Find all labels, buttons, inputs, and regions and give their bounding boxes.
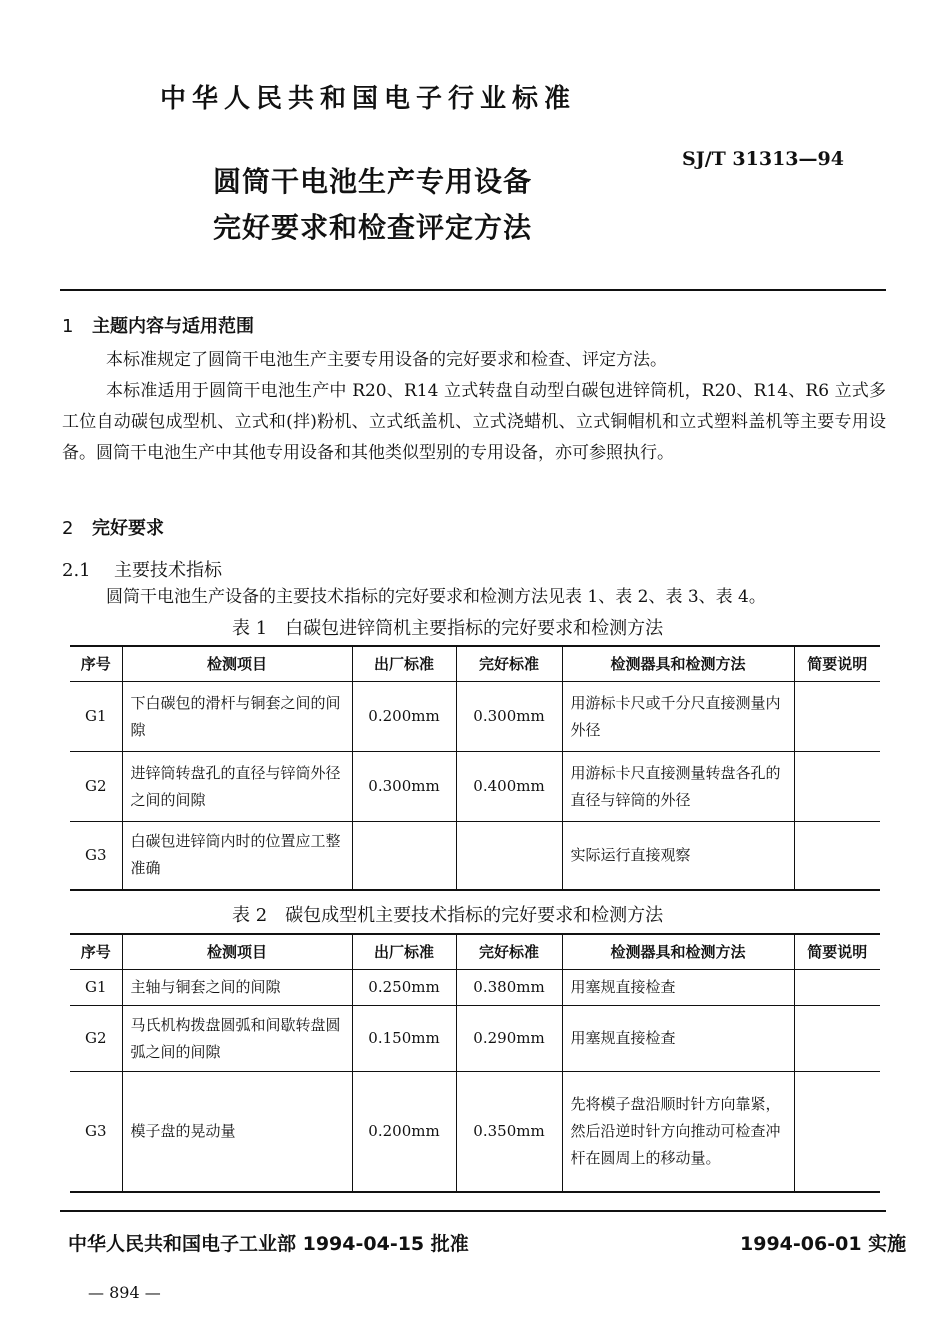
table-2-header-cell: 检测器具和检测方法 <box>562 934 794 970</box>
table-1-header-cell: 出厂标准 <box>352 646 456 682</box>
document-title-line2: 完好要求和检查评定方法 <box>213 211 533 244</box>
brief-note <box>794 1006 880 1072</box>
standard-number: SJ/T 31313—94 <box>682 148 844 170</box>
table-2-header-cell: 检测项目 <box>122 934 352 970</box>
section-2-1-paragraph: 圆筒干电池生产设备的主要技术指标的完好要求和检测方法见表 1、表 2、表 3、表 4。 <box>106 587 766 607</box>
section-2-title: 完好要求 <box>92 518 164 539</box>
table-row <box>70 682 880 752</box>
factory-standard: 0.300mm <box>352 752 456 822</box>
table-2-header-cell: 完好标准 <box>456 934 562 970</box>
table-2-caption: 表 2 碳包成型机主要技术指标的完好要求和检测方法 <box>232 905 664 926</box>
row-number: G3 <box>70 1072 122 1192</box>
page-number: — 894 — <box>88 1283 161 1302</box>
inspection-item: 主轴与铜套之间的间隙 <box>122 970 352 1006</box>
table-2-header-cell: 序号 <box>70 934 122 970</box>
approval-info: 中华人民共和国电子工业部 1994-04-15 批准 <box>68 1233 469 1255</box>
good-standard: 0.290mm <box>456 1006 562 1072</box>
good-standard: 0.350mm <box>456 1072 562 1192</box>
inspection-method: 用游标卡尺直接测量转盘各孔的直径与锌筒的外径 <box>562 752 794 822</box>
brief-note <box>794 682 880 752</box>
brief-note <box>794 1072 880 1192</box>
factory-standard <box>352 822 456 890</box>
brief-note <box>794 822 880 890</box>
section-2-heading <box>62 514 164 540</box>
row-number: G3 <box>70 822 122 890</box>
table-1-caption: 表 1 白碳包进锌筒机主要指标的完好要求和检测方法 <box>232 618 664 639</box>
table-2-header-cell: 简要说明 <box>794 934 880 970</box>
footer-divider <box>60 1210 886 1212</box>
section-2-1-number: 2.1 <box>62 560 91 581</box>
header-divider <box>60 289 886 291</box>
standard-category-heading: 中华人民共和国电子行业标准 <box>160 84 577 114</box>
table-2 <box>70 933 880 1193</box>
section-1-number: 1 <box>62 316 74 337</box>
good-standard: 0.400mm <box>456 752 562 822</box>
good-standard: 0.300mm <box>456 682 562 752</box>
section-2-1-title: 主要技术指标 <box>114 560 222 581</box>
row-number: G1 <box>70 970 122 1006</box>
good-standard <box>456 822 562 890</box>
table-row <box>70 752 880 822</box>
row-number: G2 <box>70 752 122 822</box>
table-1-header-cell: 检测项目 <box>122 646 352 682</box>
row-number: G1 <box>70 682 122 752</box>
factory-standard: 0.200mm <box>352 682 456 752</box>
table-row <box>70 970 880 1006</box>
factory-standard: 0.150mm <box>352 1006 456 1072</box>
section-1-title: 主题内容与适用范围 <box>92 316 254 337</box>
inspection-item: 模子盘的晃动量 <box>122 1072 352 1192</box>
table-1-header-cell: 简要说明 <box>794 646 880 682</box>
section-2-1-heading <box>62 556 222 582</box>
table-1-header-row <box>70 646 880 682</box>
section-2-number: 2 <box>62 518 74 539</box>
section-1-paragraph-2: 本标准适用于圆筒干电池生产中 R20、R14 立式转盘自动型白碳包进锌筒机，R20、R14、R6 立式多工位自动碳包成型机、立式和(拌)粉机、立式纸盖机、立式浇蜡机、立式铜帽机和立式塑料盖机等主要专用设备。圆筒干电池生产中其他专用设备和其他类似型别的专用设备，亦可参照执行。 <box>62 381 886 463</box>
inspection-method: 用塞规直接检查 <box>562 970 794 1006</box>
factory-standard: 0.250mm <box>352 970 456 1006</box>
section-1-heading <box>62 312 254 338</box>
table-2-header-row <box>70 934 880 970</box>
table-2-header-cell: 出厂标准 <box>352 934 456 970</box>
inspection-item: 马氏机构拨盘圆弧和间歇转盘圆弧之间的间隙 <box>122 1006 352 1072</box>
inspection-method: 先将模子盘沿顺时针方向靠紧，然后沿逆时针方向推动可检查冲杆在圆周上的移动量。 <box>562 1072 794 1192</box>
inspection-method: 用游标卡尺或千分尺直接测量内外径 <box>562 682 794 752</box>
brief-note <box>794 970 880 1006</box>
inspection-item: 白碳包进锌筒内时的位置应工整准确 <box>122 822 352 890</box>
brief-note <box>794 752 880 822</box>
section-1-paragraph-1: 本标准规定了圆筒干电池生产主要专用设备的完好要求和检查、评定方法。 <box>106 350 667 370</box>
table-row <box>70 1072 880 1192</box>
table-row <box>70 822 880 890</box>
table-1 <box>70 645 880 891</box>
inspection-method: 实际运行直接观察 <box>562 822 794 890</box>
implementation-date: 1994-06-01 实施 <box>740 1233 907 1255</box>
table-1-header-cell: 完好标准 <box>456 646 562 682</box>
table-1-header-cell: 检测器具和检测方法 <box>562 646 794 682</box>
good-standard: 0.380mm <box>456 970 562 1006</box>
inspection-method: 用塞规直接检查 <box>562 1006 794 1072</box>
inspection-item: 进锌筒转盘孔的直径与锌筒外径之间的间隙 <box>122 752 352 822</box>
row-number: G2 <box>70 1006 122 1072</box>
factory-standard: 0.200mm <box>352 1072 456 1192</box>
document-title-line1: 圆筒干电池生产专用设备 <box>213 165 533 198</box>
table-row <box>70 1006 880 1072</box>
table-1-header-cell: 序号 <box>70 646 122 682</box>
inspection-item: 下白碳包的滑杆与铜套之间的间隙 <box>122 682 352 752</box>
